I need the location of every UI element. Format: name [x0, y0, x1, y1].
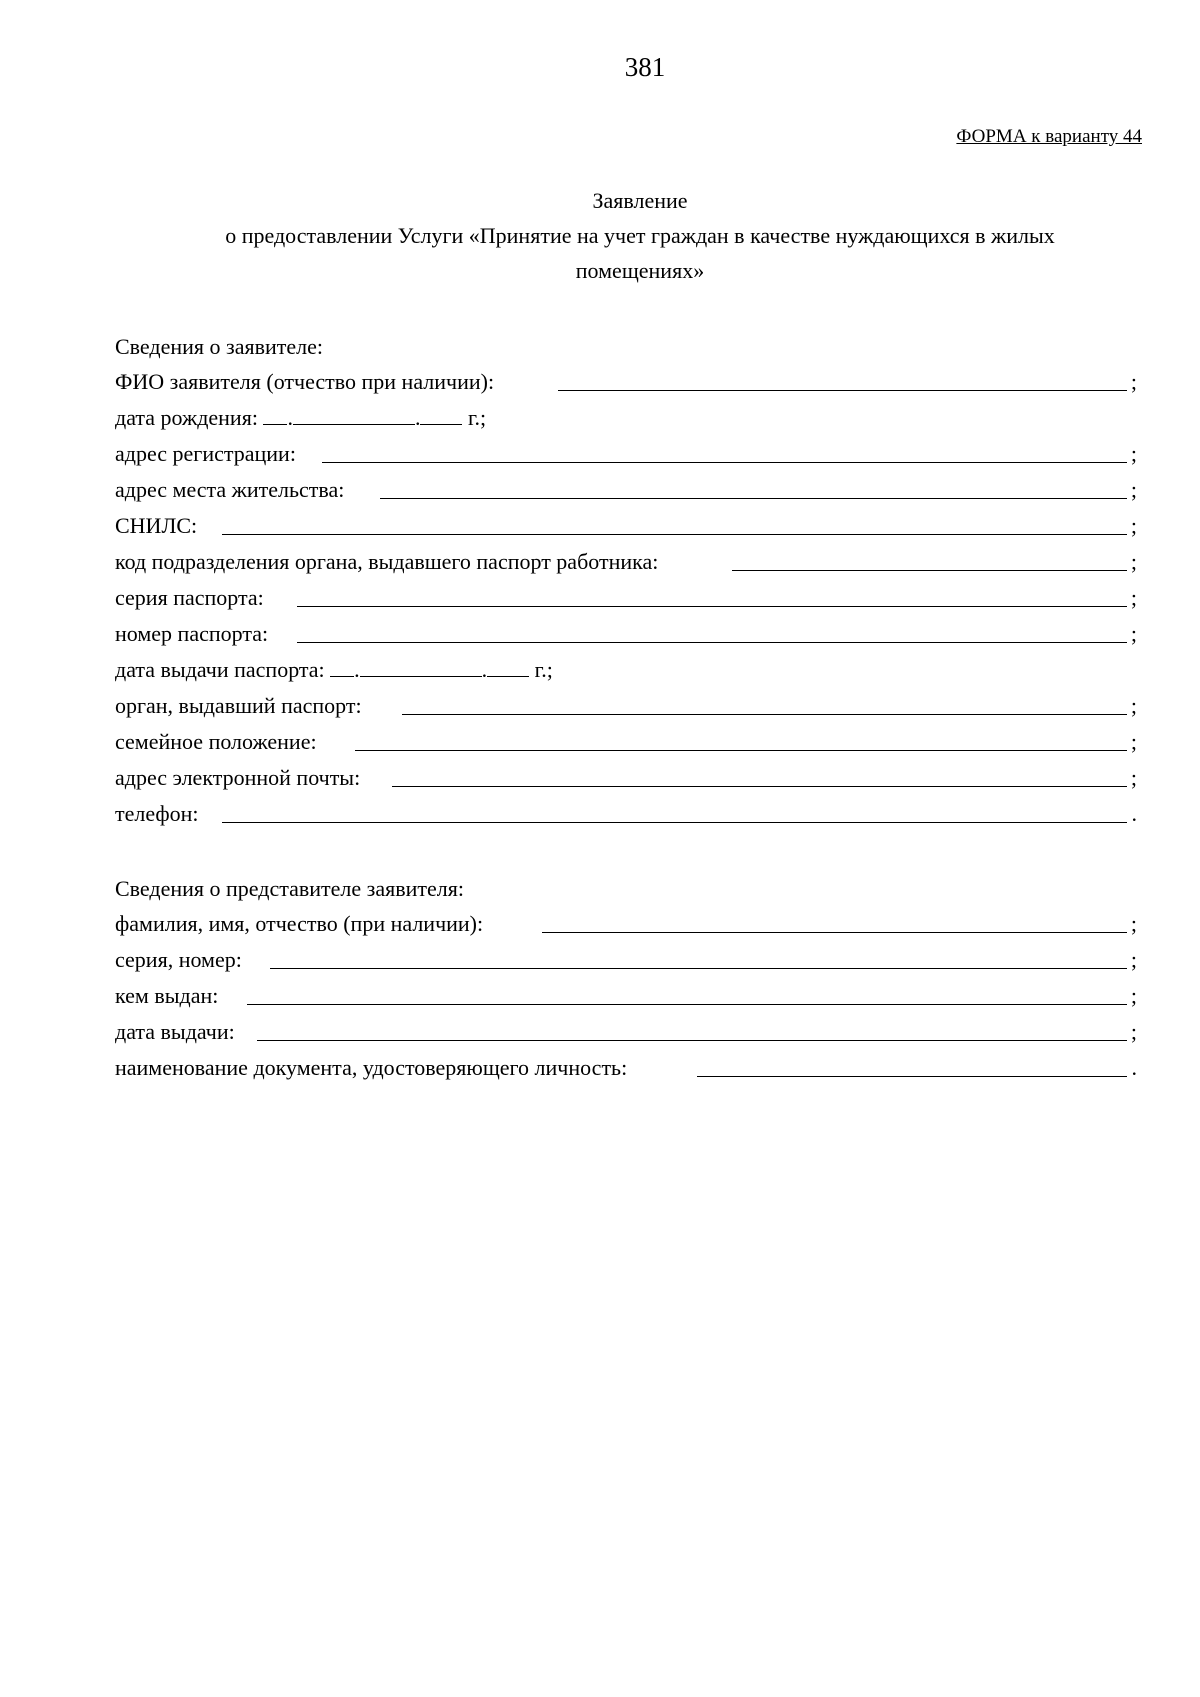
fill-line[interactable] [322, 462, 1127, 463]
field-label: дата выдачи: [115, 1019, 235, 1044]
month-blank[interactable] [360, 658, 482, 677]
field-terminator: ; [1130, 441, 1137, 466]
representative-document-name-field[interactable] [115, 1055, 1137, 1081]
applicant-residence-address-field[interactable] [115, 477, 1137, 503]
fill-line[interactable] [222, 822, 1127, 823]
representative-series-number-field[interactable] [115, 947, 1137, 973]
field-terminator: . [1131, 801, 1137, 826]
field-terminator: ; [1130, 911, 1137, 936]
year-suffix: г.; [534, 657, 553, 682]
fill-line[interactable] [222, 534, 1127, 535]
field-label: телефон: [115, 801, 199, 826]
field-label: серия паспорта: [115, 585, 264, 610]
title-line-1: Заявление [592, 188, 688, 213]
field-label: адрес места жительства: [115, 477, 345, 502]
fill-line[interactable] [355, 750, 1127, 751]
field-terminator: . [1131, 1055, 1137, 1080]
applicant-marital-status-field[interactable] [115, 729, 1137, 755]
applicant-email-field[interactable] [115, 765, 1137, 791]
date-separator: . [287, 405, 293, 430]
field-label: ФИО заявителя (отчество при наличии): [115, 369, 495, 394]
field-terminator: ; [1130, 369, 1137, 394]
fill-line[interactable] [297, 642, 1127, 643]
field-terminator: ; [1130, 983, 1137, 1008]
field-label: дата выдачи паспорта: [115, 657, 325, 682]
field-label: номер паспорта: [115, 621, 269, 646]
applicant-subdivision-code-field[interactable] [115, 549, 1137, 575]
date-separator: . [481, 657, 488, 682]
day-blank[interactable] [263, 406, 287, 425]
field-label: адрес регистрации: [115, 441, 296, 466]
fill-line[interactable] [542, 932, 1127, 933]
year-blank[interactable] [420, 406, 462, 425]
day-blank[interactable] [330, 658, 354, 677]
field-label: семейное положение: [115, 729, 317, 754]
field-terminator: ; [1130, 585, 1137, 610]
field-label: адрес электронной почты: [115, 765, 361, 790]
field-label: дата рождения: [115, 405, 258, 430]
fill-line[interactable] [297, 606, 1127, 607]
field-label: орган, выдавший паспорт: [115, 693, 362, 718]
fill-line[interactable] [257, 1040, 1127, 1041]
field-terminator: ; [1130, 477, 1137, 502]
representative-full-name-field[interactable] [115, 911, 1137, 937]
fill-line[interactable] [270, 968, 1127, 969]
field-terminator: ; [1130, 693, 1137, 718]
applicant-passport-number-field[interactable] [115, 621, 1137, 647]
fill-line[interactable] [732, 570, 1127, 571]
date-separator: . [354, 657, 360, 682]
applicant-full-name-field[interactable] [115, 369, 1137, 395]
field-terminator: ; [1130, 765, 1137, 790]
fill-line[interactable] [380, 498, 1127, 499]
representative-issue-date-field[interactable] [115, 1019, 1137, 1045]
fill-line[interactable] [402, 714, 1127, 715]
month-blank[interactable] [293, 406, 415, 425]
year-blank[interactable] [487, 658, 529, 677]
applicant-snils-field[interactable] [115, 513, 1137, 539]
fill-line[interactable] [558, 390, 1127, 391]
applicant-birth-date-field[interactable] [115, 405, 486, 431]
field-terminator: ; [1130, 947, 1137, 972]
representative-section-heading: Сведения о представителе заявителя: [115, 876, 464, 901]
field-label: код подразделения органа, выдавшего паспорт работника: [115, 549, 659, 574]
field-label: наименование документа, удостоверяющего личность: [115, 1055, 628, 1080]
fill-line[interactable] [392, 786, 1127, 787]
field-terminator: ; [1130, 513, 1137, 538]
field-terminator: ; [1130, 1019, 1137, 1044]
field-label: кем выдан: [115, 983, 219, 1008]
document-title [160, 183, 1120, 288]
title-line-3: помещениях» [575, 258, 705, 283]
field-label: фамилия, имя, отчество (при наличии): [115, 911, 484, 936]
applicant-passport-series-field[interactable] [115, 585, 1137, 611]
page-number: 381 [624, 52, 666, 82]
applicant-passport-issue-date-field[interactable] [115, 657, 553, 683]
field-label: серия, номер: [115, 947, 242, 972]
fill-line[interactable] [247, 1004, 1127, 1005]
form-reference: ФОРМА к варианту 44 [956, 126, 1142, 147]
year-suffix: г.; [467, 405, 487, 430]
field-terminator: ; [1130, 549, 1137, 574]
title-line-2: о предоставлении Услуги «Принятие на учет граждан в качестве нуждающихся в жилых [225, 223, 1055, 248]
field-label: СНИЛС: [115, 513, 198, 538]
applicant-passport-issuer-field[interactable] [115, 693, 1137, 719]
applicant-phone-field[interactable] [115, 801, 1137, 827]
date-separator: . [414, 405, 421, 430]
fill-line[interactable] [697, 1076, 1127, 1077]
representative-issued-by-field[interactable] [115, 983, 1137, 1009]
applicant-registration-address-field[interactable] [115, 441, 1137, 467]
field-terminator: ; [1130, 729, 1137, 754]
applicant-section-heading: Сведения о заявителе: [115, 334, 324, 359]
field-terminator: ; [1130, 621, 1137, 646]
